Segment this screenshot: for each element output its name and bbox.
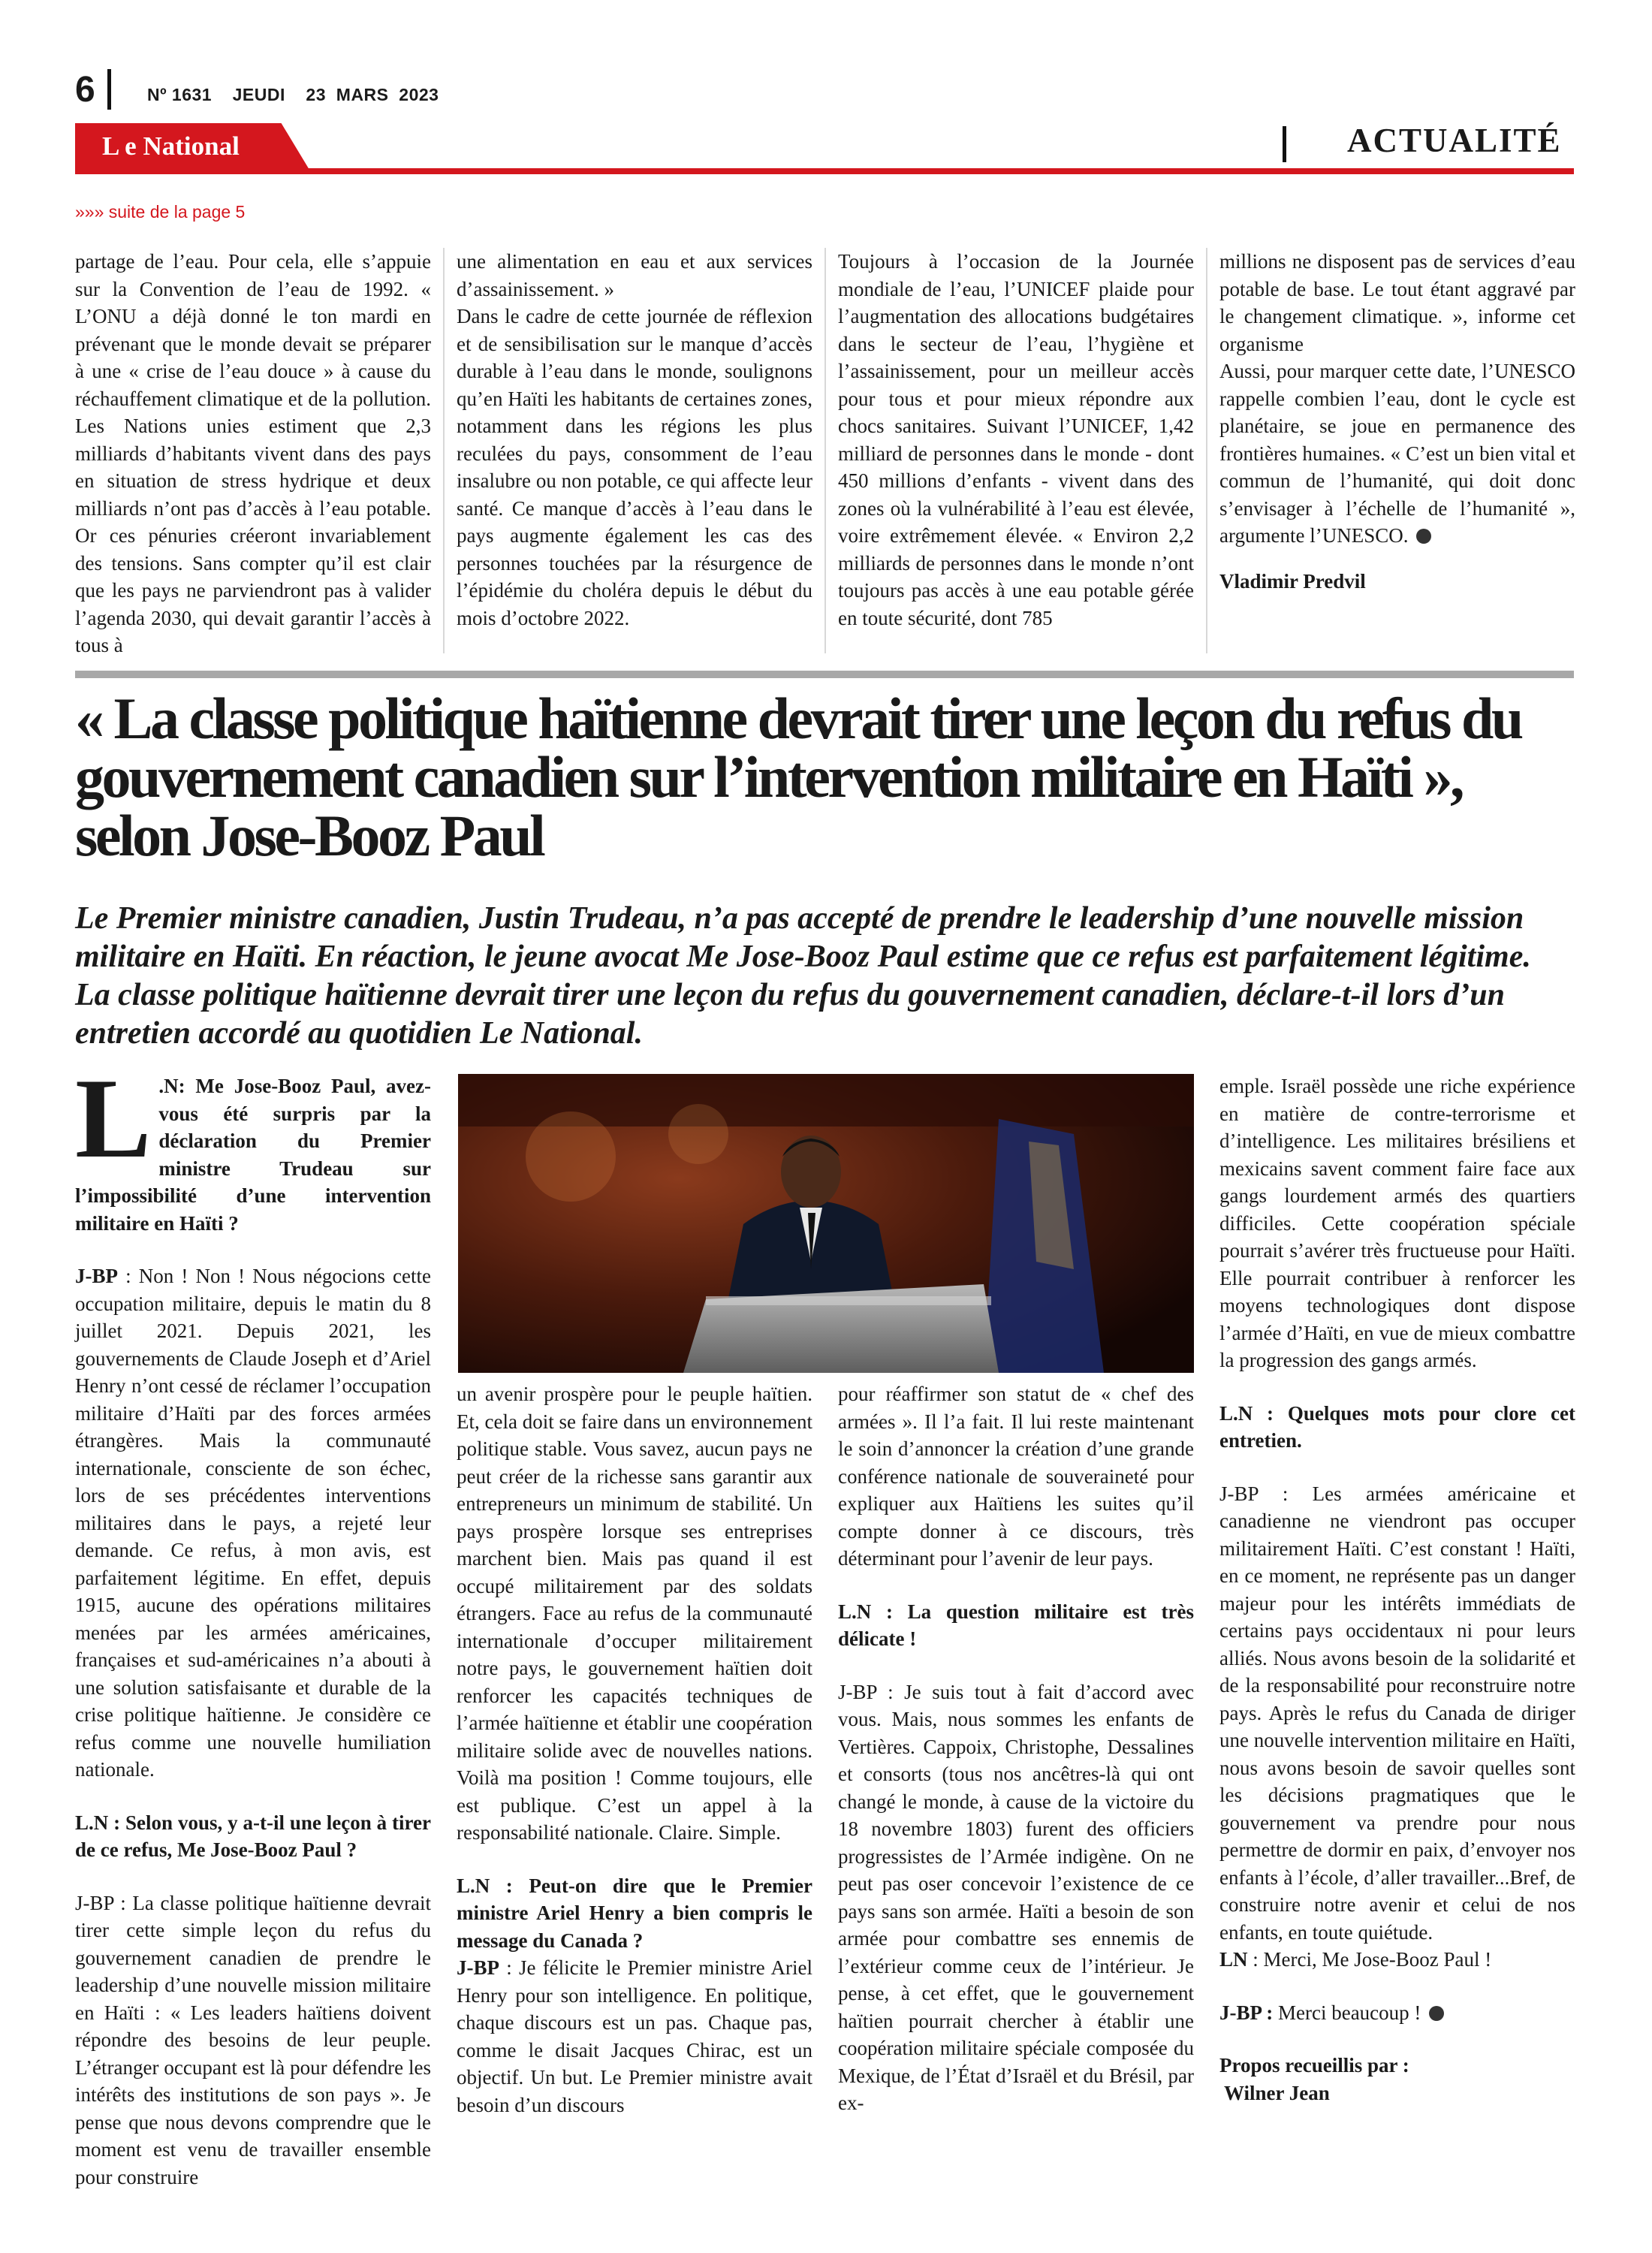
interview-photo	[458, 1074, 1194, 1373]
speaker-label: J-BP	[75, 1265, 118, 1287]
answer: un avenir prospère pour le peuple haïtien. Et, cela doit se faire dans un environnement politique stable. Vous savez, aucun pays ne peut créer de la richesse sans garantir aux entrepreneurs un minimum de stabilité. Un pays prospère lorsque ses entreprises marchent bien. Mais pas quand il est occupé militairement par des soldats étrangers. Face au refus de la communauté internationale d’occuper militairement notre pays, le gouvernement haïtien doit renforcer les capacités techniques de l’armée haïtienne et établir une coopération militaire solide avec de nouvelles nations. Voilà ma position ! Comme toujours, elle est publique. C’est un appel à la responsabilité nationale. Claire. Simple.	[457, 1383, 812, 1844]
speaker-at-podium-image	[458, 1074, 1194, 1373]
top-article-column-4	[1219, 248, 1575, 595]
speaker-label: J-BP	[457, 1956, 499, 1979]
question	[75, 1055, 431, 1237]
question: L.N : Quelques mots pour clore cet entretien.	[1219, 1401, 1575, 1452]
closing-line	[1219, 1946, 1575, 1974]
paragraph	[1219, 357, 1575, 550]
answer	[457, 1954, 812, 2119]
drop-cap: L	[75, 1055, 152, 1181]
newspaper-logo: L e National	[102, 131, 240, 161]
top-article-column-2	[457, 248, 812, 632]
paragraph: Dans le cadre de cette journée de réflexion et de sensibilisation sur le manque d’accès durable à l’eau dans le monde, soulignons qu’en Haïti les habitants de certaines zones, notamment dans les régions les plus reculées du pays, consomment de l’eau insalubre ou non potable, ce qui affecte leur santé. Ce manque d’accès à l’eau dans le pays augmente également les cas des personnes touchées par la résurgence de l’épidémie du choléra depuis le début du mois d’octobre 2022.	[457, 305, 812, 629]
end-of-article-icon	[1429, 2006, 1444, 2021]
header-rule	[75, 168, 1574, 174]
continued-from: »»» suite de la page 5	[75, 202, 246, 222]
section-divider	[1283, 126, 1286, 162]
speaker-label: LN	[1219, 1948, 1248, 1971]
answer: J-BP : Les armées américaine et canadienne ne viendront pas occuper militairement Haïti. C’est constant ! Haïti, en ce moment, ne représente pas un danger majeur pour les intérêts immédiats de certains pays occidentaux ni pour leurs alliés. Nous avons besoin de la solidarité et de la responsabilité pour reconstruire notre pays. Après le refus du Canada de diriger une nouvelle intervention militaire en Haïti, nous avons besoin de savoir quelles sont les décisions pragmatiques que le gouvernement va prendre pour nous permettre de dormir en paix, d’envoyer nos enfants à l’école, d’aller travailler...Bref, de construire notre avenir et celui de nos enfants, en toute quiétude.	[1219, 1482, 1575, 1944]
answer-text: : Je félicite le Premier ministre Ariel Henry pour son intelligence. En politique, chaque discours est un pas. Chaque pas, comme le disait Jacques Chirac, est un objectif. Un but. Le Premier ministre avait besoin d’un discours	[457, 1956, 812, 2116]
paragraph: partage de l’eau. Pour cela, elle s’appuie sur la Convention de l’eau de 1992. « L’ONU a déjà donné le ton mardi en prévenant que le monde devait se préparer à une « crise de l’eau douce » à cause du réchauffement climatique et de la pollution. Les Nations unies estiment que 2,3 milliards d’habitants vivent dans des pays en situation de stress hydrique et deux milliards n’ont pas d’accès à l’eau potable. Or ces pénuries créeront invariablement des tensions. Sans compter qu’il est clair que les pays ne parviendront pas à valider l’agenda 2030, qui devait garantir l’accès à tous à	[75, 250, 431, 656]
end-of-article-icon	[1416, 529, 1431, 544]
top-article-column-3	[838, 248, 1194, 632]
paragraph: millions ne disposent pas de services d’eau potable de base. Le tout étant aggravé par le changement climatique. », informe cet organisme	[1219, 250, 1575, 355]
page-number: 6	[75, 70, 95, 110]
question: L.N : Peut-on dire que le Premier ministre Ariel Henry a bien compris le message du Canada ?	[457, 1874, 812, 1952]
paragraph: une alimentation en eau et aux services d’assainissement. »	[457, 250, 812, 300]
top-article-column-1	[75, 248, 431, 659]
question: L.N : La question militaire est très délicate !	[838, 1600, 1194, 1650]
closing-text: : Merci, Me Jose-Booz Paul !	[1247, 1948, 1492, 1971]
paragraph-text: Aussi, pour marquer cette date, l’UNESCO rappelle combien l’eau, dont le cycle est planétaire, se joue en permanence des frontières humaines. « C’est un bien vital et commun de l’humanité, qui doit donc s’envisager à l’échelle de l’humanité », argumente l’UNESCO.	[1219, 360, 1575, 547]
answer	[75, 1262, 431, 1784]
column-rule	[443, 248, 445, 653]
answer-text: : Non ! Non ! Nous négocions cette occupation militaire, depuis le matin du 8 juillet 2021. Depuis 2021, les gouvernements de Claude Joseph et d’Ariel Henry n’ont cessé de réclamer l’occupation militaire d’Haïti par des forces armées étrangères. Mais la communauté internationale, consciente de son échec, lors de ses précédentes interventions militaires dans le pays, a rejeté leur demande. Ce refus, à mon avis, est parfaitement légitime. En effet, depuis 1915, aucune des opérations militaires menées par les armées américaines, françaises et sud-américaines n’a abouti à une solution satisfaisante et durable de la crise politique haïtienne. Je considère ce refus comme une nouvelle humiliation nationale.	[75, 1265, 431, 1781]
body-column-3	[838, 1380, 1194, 2117]
answer: pour réaffirmer son statut de « chef des armées ». Il l’a fait. Il lui reste maintenant le soin d’annoncer la création d’une grande conférence nationale de souveraineté pour expliquer aux Haïtiens les suites qu’il compte donner à ce discours, très déterminant pour l’avenir de leur pays.	[838, 1383, 1194, 1570]
body-column-2	[457, 1380, 812, 2119]
column-rule	[824, 248, 826, 653]
section-title: ACTUALITÉ	[1347, 122, 1562, 159]
speaker-label: J-BP :	[1219, 2001, 1274, 2024]
lede: Le Premier ministre canadien, Justin Trudeau, n’a pas accepté de prendre le leadership d’une nouvelle mission militaire en Haïti. En réaction, le jeune avocat Me Jose-Booz Paul estime que ce refus est parfaitement légitime. La classe politique haïtienne devrait tirer une leçon du refus du gouvernement canadien, déclare-t-il lors d’un entretien accordé au quotidien Le National.	[75, 901, 1531, 1051]
answer: J-BP : La classe politique haïtienne devrait tirer cette simple leçon du refus du gouvernement canadien de prendre le leadership d’une nouvelle mission militaire en Haïti : « Les leaders haïtiens doivent répondre des besoins de leur peuple. L’étranger occupant est là pour défendre les intérêts des institutions de son pays ». Je pense que nous devons comprendre que le moment est venu de travailler ensemble pour construire	[75, 1891, 431, 2188]
closing-line	[1219, 1999, 1575, 2027]
byline: Vladimir Predvil	[1219, 569, 1366, 593]
answer: emple. Israël possède une riche expérience en matière de contre-terrorisme et d’intelligence. Les militaires brésiliens et mexicains savent comment faire face aux gangs lourdement armés des quartiers difficiles. Cette coopération spéciale pourrait s’avérer très fructueuse pour Haïti. Elle pourrait contribuer à renforcer les moyens technologiques dont dispose l’armée d’Haïti, en vue de mieux combattre la progression des gangs armés.	[1219, 1075, 1575, 1371]
article-separator	[75, 671, 1574, 678]
credit-label: Propos recueillis par :	[1219, 2054, 1409, 2077]
body-column-4	[1219, 1072, 1575, 2107]
paragraph: Toujours à l’occasion de la Journée mondiale de l’eau, l’UNICEF plaide pour l’augmentation des allocations budgétaires dans le secteur de l’eau, l’hygiène et l’assainissement, pour un meilleur accès pour tous et pour mieux répondre aux chocs sanitaires. Suivant l’UNICEF, 1,42 milliard de personnes dans le monde - dont 450 millions d’enfants - vivent dans des zones où la vulnérabilité à l’eau est élevée, voire extrêmement élevée. « Environ 2,2 milliards de personnes dans le monde n’ont toujours pas accès à une eau potable gérée en toute sécurité, dont 785	[838, 250, 1194, 629]
page-number-divider	[107, 69, 111, 110]
question: L.N : Selon vous, y a-t-il une leçon à tirer de ce refus, Me Jose-Booz Paul ?	[75, 1811, 431, 1861]
question-text: .N: Me Jose-Booz Paul, avez-vous été surpris par la déclaration du Premier ministre Trudeau sur l’impossibilité d’une intervention militaire en Haïti ?	[75, 1075, 431, 1235]
column-rule	[1206, 248, 1207, 653]
body-column-1	[75, 1055, 431, 2191]
credit-name: Wilner Jean	[1224, 2081, 1330, 2104]
headline: « La classe politique haïtienne devrait tirer une leçon du refus du gouvernement canadien sur l’intervention militaire en Haïti », selon Jose-Booz Paul	[75, 686, 1521, 868]
closing-text: Merci beaucoup !	[1273, 2001, 1421, 2024]
answer: J-BP : Je suis tout à fait d’accord avec vous. Mais, nous sommes les enfants de Vertières. Cappoix, Christophe, Dessalines et consorts (tous nos ancêtres-là qui ont changé le monde, à cause de la victoire du 18 novembre 1803) furent des officiers progressistes de l’Armée indigène. On ne peut pas oser concevoir l’existence de ce pays sans son armée. Haïti a besoin de son armée pour combattre ses ennemis de l’extérieur comme ceux de l’intérieur. Je pense, à cet effet, que le gouvernement haïtien pourrait chercher à établir une coopération militaire spéciale composée du Mexique, de l’État d’Israël et du Brésil, par ex-	[838, 1680, 1194, 2114]
issue-info: Nº 1631 JEUDI 23 MARS 2023	[147, 85, 439, 104]
